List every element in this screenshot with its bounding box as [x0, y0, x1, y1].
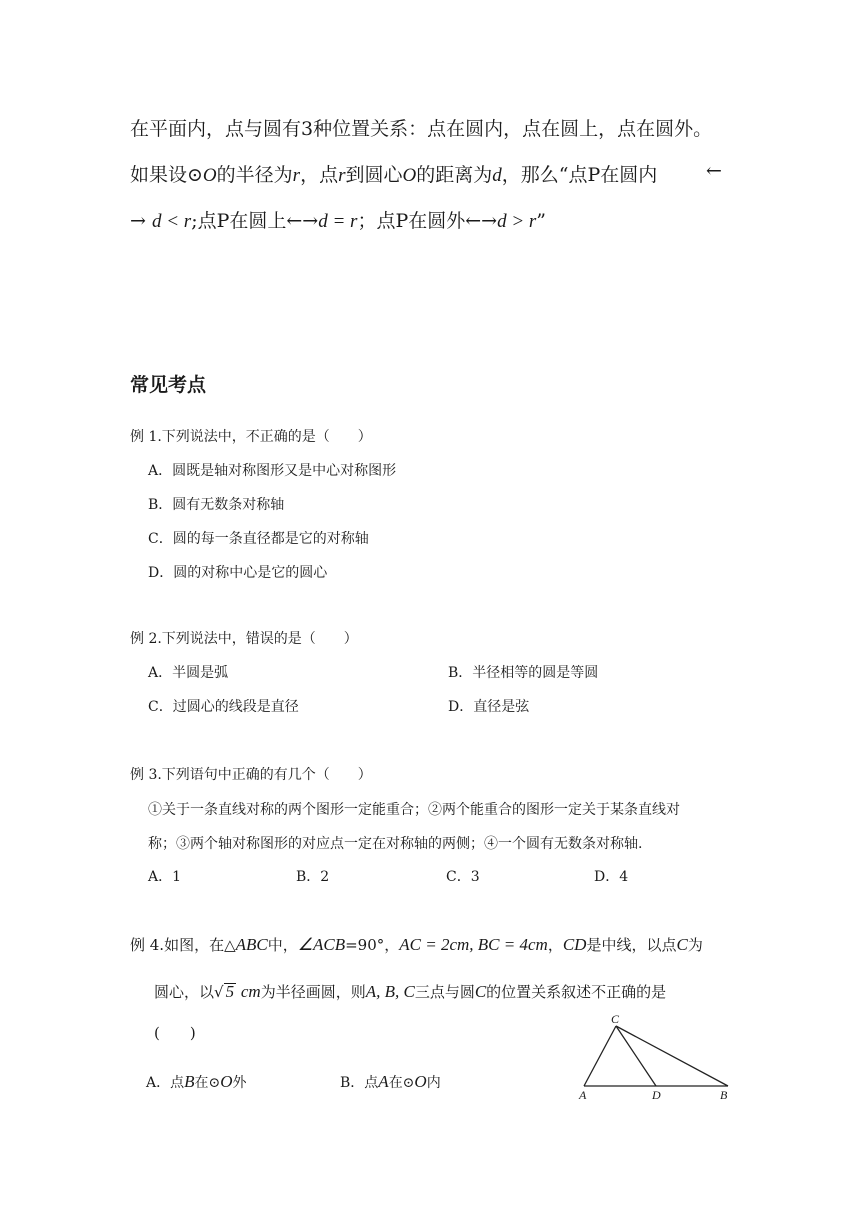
q4-text: 外 — [232, 1075, 247, 1091]
intro-line-1: 在平面内，点与圆有3种位置关系：点在圆内，点在圆上，点在圆外。 — [130, 118, 713, 140]
q2-option-b: B．半径相等的圆是等圆 — [448, 665, 599, 681]
math-var: O — [220, 1072, 233, 1091]
side-ac — [584, 1026, 616, 1086]
math-var: C — [474, 982, 487, 1001]
q4-text: 圆心，以 — [154, 983, 215, 1001]
math-var: B — [184, 1072, 195, 1091]
math-unit: cm — [240, 982, 261, 1001]
q3-option-b: B．2 — [296, 869, 330, 885]
q3-stem: 例 3.下列语句中正确的有几个（ ） — [130, 767, 372, 783]
intro-line-3 — [130, 206, 546, 233]
q4-text: 为 — [687, 936, 703, 954]
q4-text: B．点 — [340, 1075, 379, 1091]
q4-line-1 — [130, 934, 703, 955]
math-var: O — [414, 1072, 427, 1091]
intro-text: 如果设⊙ — [130, 164, 203, 186]
intro-text: ;点P在圆上 — [191, 210, 287, 232]
intro-text: ” — [536, 210, 547, 232]
right-arrow-icon: → — [130, 210, 146, 232]
q4-line-2: 圆心，以√ 5 cm为半径画圆，则A, B, C三点与圆C的位置关系叙述不正确的是 — [154, 982, 667, 1001]
q4-text: 内 — [426, 1075, 441, 1091]
median-cd — [616, 1026, 656, 1086]
q2-option-c: C．过圆心的线段是直径 — [148, 699, 299, 715]
math-var: d — [492, 165, 502, 186]
q4-option-a — [146, 1072, 247, 1092]
triangle-figure — [570, 1010, 740, 1106]
q1-option-b: B．圆有无数条对称轴 — [148, 497, 285, 513]
math-expr: d < r — [151, 211, 192, 232]
q2-option-a: A．半圆是弧 — [148, 665, 229, 681]
label-c: C — [611, 1012, 620, 1026]
q4-option-b — [340, 1072, 441, 1092]
intro-text: 的距离为 — [416, 164, 493, 186]
intro-text: ，点 — [300, 164, 339, 186]
math-var: C — [676, 935, 688, 954]
q3-option-c: C．3 — [446, 869, 480, 885]
intro-text: ，那么“点P在圆内 — [501, 164, 658, 186]
label-a: A — [579, 1088, 587, 1102]
q1-option-d: D．圆的对称中心是它的圆心 — [148, 565, 328, 581]
q4-text: =90°， — [345, 936, 400, 954]
q2-option-d: D．直径是弦 — [448, 699, 530, 715]
q4-text: 三点与圆 — [414, 983, 475, 1001]
q4-text: 中， — [267, 936, 298, 954]
intro-text: ；点P在圆外 — [357, 210, 466, 232]
q4-text: 为半径画圆，则 — [260, 983, 366, 1001]
intro-text: 的半径为 — [216, 164, 293, 186]
q3-body-line-2: 称；③两个轴对称图形的对应点一定在对称轴的两侧；④一个圆有无数条对称轴. — [148, 836, 643, 852]
section-title: 常见考点 — [130, 374, 207, 396]
q3-body-line-1: ①关于一条直线对称的两个图形一定能重合；②两个能重合的图形一定关于某条直线对 — [148, 802, 680, 818]
math-expr: d > r — [497, 211, 537, 232]
math-var: r — [338, 165, 346, 186]
q1-stem: 例 1.下列说法中，不正确的是（ ） — [130, 429, 372, 445]
q4-text: 是中线，以点 — [586, 936, 677, 954]
math-expr: d = r — [318, 211, 358, 232]
q4-text: 在⊙ — [388, 1075, 415, 1091]
math-expr: AC = 2cm, BC = 4cm — [399, 935, 548, 954]
q4-text: 的位置关系叙述不正确的是 — [486, 983, 667, 1001]
sqrt-value: 5 — [225, 982, 235, 1001]
math-var: ABC — [235, 935, 268, 954]
math-var: r — [292, 165, 301, 186]
side-cb — [616, 1026, 728, 1086]
q1-option-c: C．圆的每一条直径都是它的对称轴 — [148, 531, 369, 547]
q3-option-a: A．1 — [148, 869, 182, 885]
left-arrow-icon: ← — [706, 160, 722, 182]
math-var: A — [378, 1072, 389, 1091]
q4-text: 例 4.如图，在△ — [130, 936, 236, 954]
q1-option-a: A．圆既是轴对称图形又是中心对称图形 — [148, 463, 397, 479]
math-expr: ∠ACB — [297, 935, 346, 954]
double-arrow-icon: ←→ — [286, 210, 319, 232]
intro-text: 到圆心 — [345, 164, 403, 186]
math-expr: A, B, C — [365, 982, 415, 1001]
double-arrow-icon: ←→ — [465, 210, 498, 232]
q3-option-d: D．4 — [594, 869, 629, 885]
label-d: D — [652, 1088, 661, 1102]
math-var: CD — [562, 935, 587, 954]
math-var: O — [402, 165, 417, 186]
label-b: B — [720, 1088, 728, 1102]
q4-answer-paren: ( ) — [154, 1024, 196, 1042]
q4-text: 在⊙ — [194, 1075, 221, 1091]
q4-text: A．点 — [146, 1075, 185, 1091]
intro-line-2 — [130, 160, 657, 187]
q4-text: ， — [547, 936, 563, 954]
math-var: O — [202, 165, 217, 186]
q2-stem: 例 2.下列说法中，错误的是（ ） — [130, 631, 358, 647]
